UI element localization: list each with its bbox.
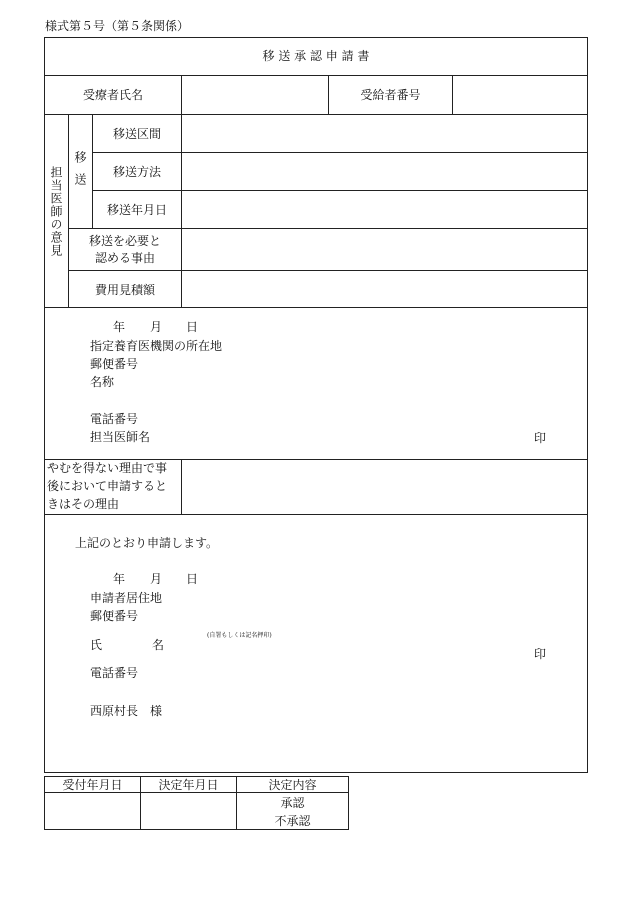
transport-method-label: 移送方法 [112, 165, 161, 179]
applicant-date-year: 年 [113, 572, 126, 586]
patient-name-label: 受療者氏名 [82, 88, 143, 102]
applicant-date-day: 日 [186, 572, 199, 586]
received-date-field[interactable] [45, 793, 140, 829]
received-date-label: 受付年月日 [62, 778, 123, 792]
recipient-number-field[interactable] [453, 76, 586, 114]
decision-content-label: 決定内容 [268, 778, 317, 792]
applicant-postal-label: 郵便番号 [90, 609, 139, 623]
transport-date-field[interactable] [182, 191, 586, 228]
addressee: 西原村長 様 [90, 704, 163, 718]
late-reason-label-1: やむを得ない理由で事 [47, 461, 168, 475]
form-title: 移 送 承 認 申 請 書 [262, 49, 370, 63]
estimated-cost-label: 費用見積額 [94, 283, 155, 297]
application-statement: 上記のとおり申請します。 [75, 536, 219, 550]
applicant-seal-mark: 印 [534, 647, 547, 661]
doctor-date-month: 月 [150, 320, 163, 334]
signature-note: (自署もしくは記名押印) [207, 632, 272, 639]
doctor-name-label: 担当医師名 [90, 430, 151, 444]
form-number: 様式第５号（第５条関係） [45, 19, 190, 33]
transport-method-field[interactable] [182, 153, 586, 190]
estimated-cost-field[interactable] [182, 271, 586, 307]
applicant-date-month: 月 [150, 572, 163, 586]
doctor-seal-mark: 印 [534, 431, 547, 445]
applicant-phone-label: 電話番号 [90, 666, 139, 680]
transport-section-field[interactable] [182, 115, 586, 152]
doctor-date-day: 日 [186, 320, 199, 334]
necessity-reason-label-2: 認める事由 [94, 251, 155, 265]
applicant-name-label-left: 氏 [90, 638, 103, 652]
institution-address-label: 指定養育医機関の所在地 [90, 339, 223, 353]
late-reason-field[interactable] [182, 460, 586, 514]
patient-name-field[interactable] [182, 76, 328, 114]
late-reason-label-2: 後において申請すると [47, 479, 168, 493]
not-approved-option[interactable]: 不承認 [274, 814, 311, 828]
decision-date-field[interactable] [141, 793, 236, 829]
transport-section-label: 移送区間 [112, 127, 161, 141]
transport-label: 移送 [73, 151, 87, 195]
transport-date-label: 移送年月日 [106, 203, 167, 217]
applicant-name-label-right: 名 [152, 638, 165, 652]
institution-phone-label: 電話番号 [90, 412, 139, 426]
approved-option[interactable]: 承認 [280, 796, 305, 810]
recipient-number-label: 受給者番号 [360, 88, 421, 102]
institution-postal-label: 郵便番号 [90, 357, 139, 371]
decision-date-label: 決定年月日 [158, 778, 219, 792]
doctor-opinion-label: 担当医師の意見 [49, 166, 63, 257]
doctor-date-year: 年 [113, 320, 126, 334]
necessity-reason-label-1: 移送を必要と [88, 234, 161, 248]
late-reason-label-3: きはその理由 [47, 497, 120, 511]
institution-name-label: 名称 [90, 375, 115, 389]
necessity-reason-field[interactable] [182, 229, 586, 270]
applicant-address-label: 申請者居住地 [90, 591, 163, 605]
